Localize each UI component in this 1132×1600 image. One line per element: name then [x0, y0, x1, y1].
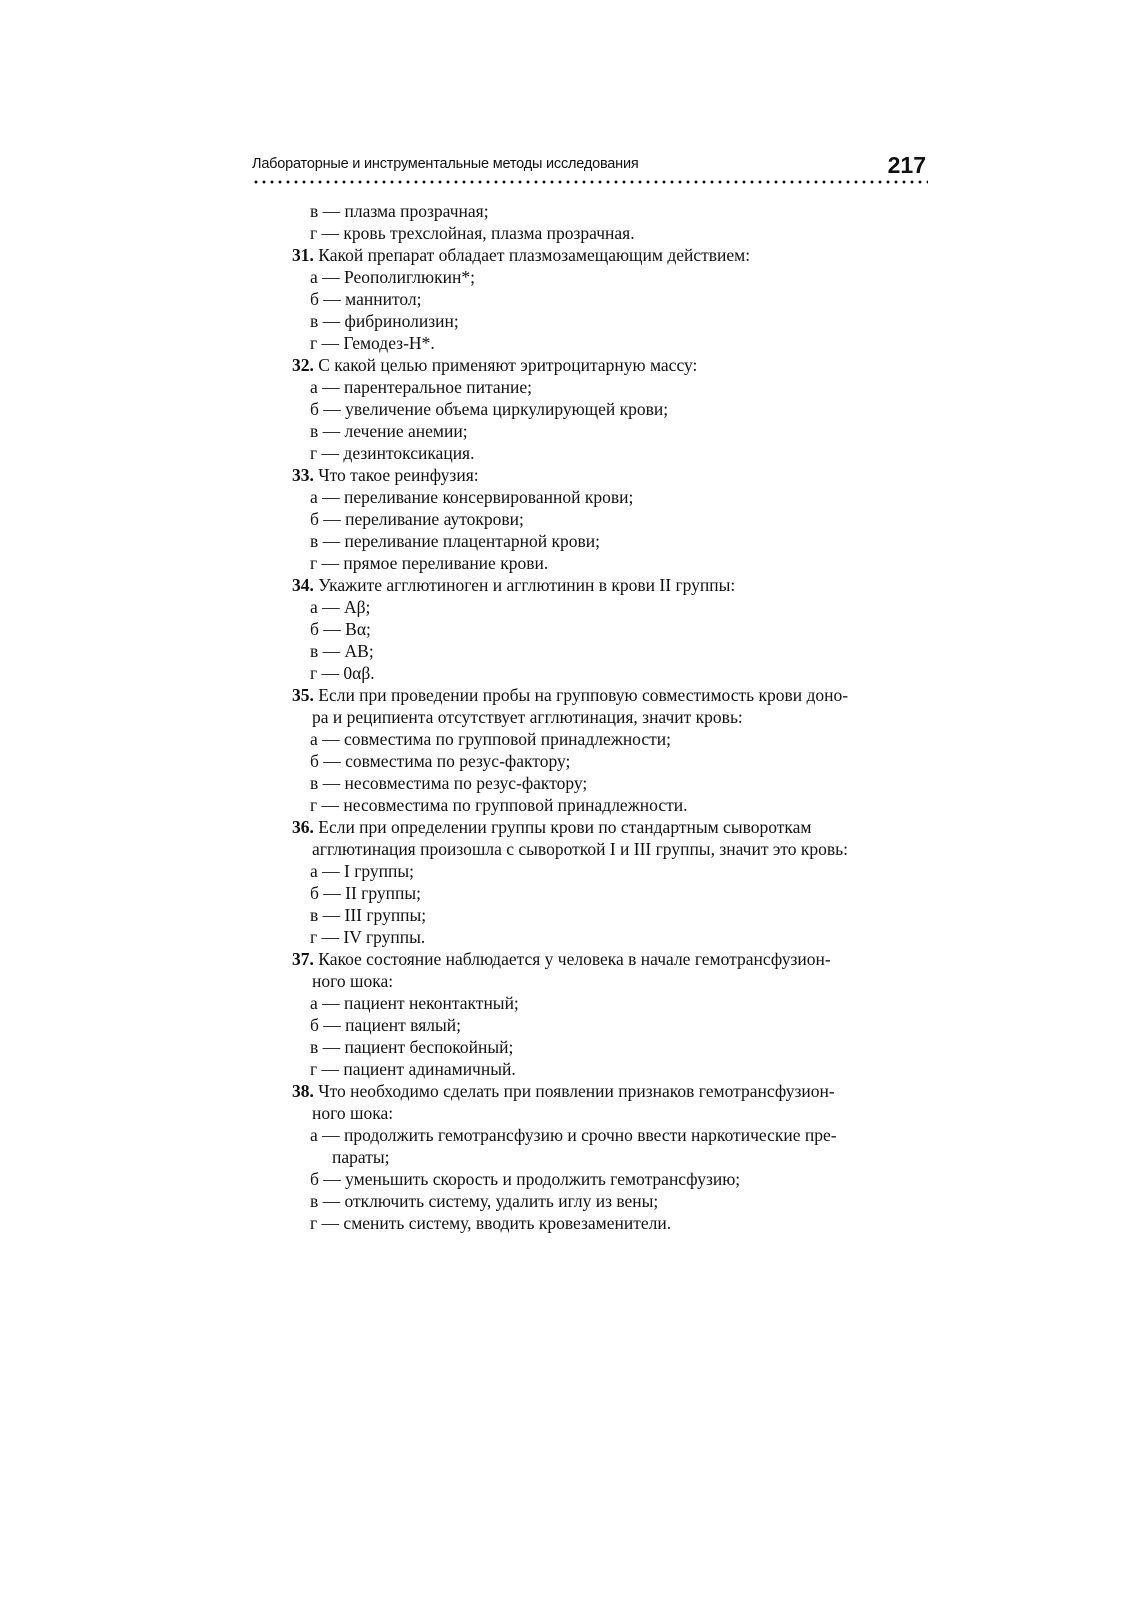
question-number: 34. [292, 575, 314, 595]
question-number: 32. [292, 355, 314, 375]
answer-option: параты; [332, 1147, 390, 1167]
answer-option: б — II группы; [310, 883, 421, 903]
question-continuation: ного шока: [312, 971, 394, 991]
answer-option: г — IV группы. [310, 927, 426, 947]
question-number: 37. [292, 949, 314, 969]
answer-option: б — маннитол; [310, 289, 422, 309]
question-text: Укажите агглютиноген и агглютинин в крови II группы: [318, 575, 736, 595]
question-number: 38. [292, 1081, 314, 1101]
answer-option: в — отключить систему, удалить иглу из вены; [310, 1191, 659, 1211]
answer-option: г — кровь трехслойная, плазма прозрачная. [310, 223, 635, 243]
question-text: Если при определении группы крови по стандартным сывороткам [318, 817, 812, 837]
question-continuation: ра и реципиента отсутствует агглютинация, значит кровь: [312, 707, 743, 727]
answer-option: в — пациент беспокойный; [310, 1037, 514, 1057]
answer-option: в — фибринолизин; [310, 311, 459, 331]
answer-option: г — дезинтоксикация. [310, 443, 475, 463]
question-line [292, 684, 932, 706]
question-text: С какой целью применяют эритроцитарную массу: [318, 355, 698, 375]
answer-option: г — прямое переливание крови. [310, 553, 549, 573]
answer-option: г — 0αβ. [310, 663, 375, 683]
question-line [292, 816, 932, 838]
answer-option: в — III группы; [310, 905, 427, 925]
question-line [292, 244, 932, 266]
question-text: Что необходимо сделать при появлении признаков гемотрансфузион- [318, 1081, 835, 1101]
question-text: Если при проведении пробы на групповую совместимость крови доно- [318, 685, 849, 705]
answer-option: а — парентеральное питание; [310, 377, 533, 397]
question-line [292, 1080, 932, 1102]
answer-option: а — переливание консервированной крови; [310, 487, 634, 507]
running-title: Лабораторные и инструментальные методы исследования [252, 156, 639, 172]
question-line [292, 464, 932, 486]
answer-option: в — АВ; [310, 641, 374, 661]
page-number: 217 [887, 152, 926, 178]
question-text: Какой препарат обладает плазмозамещающим действием: [318, 245, 751, 265]
question-continuation: агглютинация произошла с сывороткой I и III группы, значит это кровь: [312, 839, 849, 859]
answer-option: б — уменьшить скорость и продолжить гемотрансфузию; [310, 1169, 741, 1189]
question-text: Что такое реинфузия: [318, 465, 479, 485]
answer-option: а — Аβ; [310, 597, 371, 617]
answer-option: а — I группы; [310, 861, 415, 881]
answer-option: а — продолжить гемотрансфузию и срочно ввести наркотические пре- [310, 1125, 837, 1145]
question-text: Какое состояние наблюдается у человека в начале гемотрансфузион- [318, 949, 831, 969]
question-number: 35. [292, 685, 314, 705]
answer-option: в — несовместима по резус-фактору; [310, 773, 588, 793]
question-number: 36. [292, 817, 314, 837]
answer-option: в — лечение анемии; [310, 421, 468, 441]
answer-option: б — пациент вялый; [310, 1015, 461, 1035]
question-number: 31. [292, 245, 314, 265]
question-number: 33. [292, 465, 314, 485]
answer-option: б — увеличение объема циркулирующей крови; [310, 399, 669, 419]
question-line [292, 354, 932, 376]
answer-option: а — совместима по групповой принадлежности; [310, 729, 672, 749]
question-line [292, 574, 932, 596]
answer-option: б — Вα; [310, 619, 371, 639]
question-continuation: ного шока: [312, 1103, 394, 1123]
answer-option: б — переливание аутокрови; [310, 509, 524, 529]
answer-option: в — плазма прозрачная; [310, 201, 489, 221]
answer-option: г — сменить систему, вводить кровезаменители. [310, 1213, 672, 1233]
answer-option: б — совместима по резус-фактору; [310, 751, 571, 771]
dotted-rule [252, 180, 928, 184]
answer-option: в — переливание плацентарной крови; [310, 531, 601, 551]
answer-option: г — пациент адинамичный. [310, 1059, 516, 1079]
answer-option: г — несовместима по групповой принадлежности. [310, 795, 688, 815]
answer-option: г — Гемодез-Н*. [310, 333, 435, 353]
answer-option: а — Реополиглюкин*; [310, 267, 475, 287]
question-line [292, 948, 932, 970]
quiz-content [292, 200, 932, 1234]
answer-option: а — пациент неконтактный; [310, 993, 519, 1013]
